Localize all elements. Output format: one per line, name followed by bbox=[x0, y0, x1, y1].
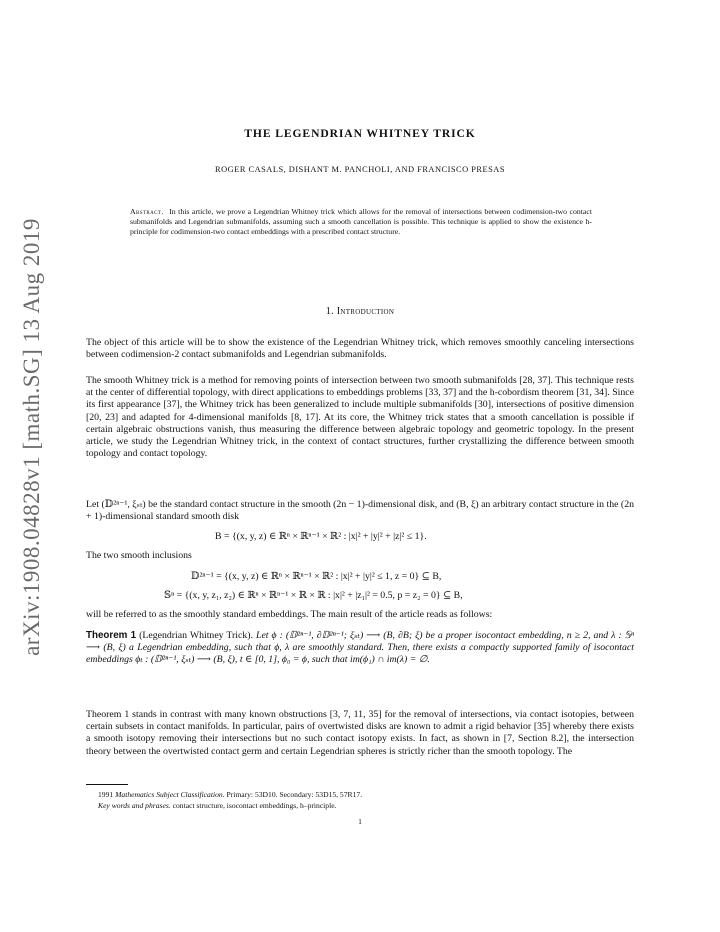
paper-title: THE LEGENDRIAN WHITNEY TRICK bbox=[244, 127, 476, 140]
paragraph-setup bbox=[86, 499, 634, 523]
paragraph-text: Theorem 1 stands in contrast with many known obstructions [3, 7, 11, 35] for the removal of intersections, via contact isotopies, between certain subsets in contact manifolds. In particular, pairs of overtwisted disks are known to admit a rigid behavior [35] whereby there exists a smooth isotopy removing their intersections but no such contact isotopy exists. In fact, as shown in [7, Section 8.2], the intersection theory between the overtwisted contact germ and certain Legendrian spheres is strictly richer than the smooth topology. The bbox=[86, 709, 634, 757]
paragraph-text: The object of this article will be to show the existence of the Legendrian Whitney trick, which removes smoothly canceling intersections between codimension-2 contact submanifolds and Legendrian submanifolds. bbox=[86, 337, 634, 361]
paragraph-whitney-trick bbox=[86, 375, 634, 460]
page-number: 1 bbox=[358, 817, 362, 826]
abstract bbox=[130, 207, 592, 237]
section-number: 1. bbox=[325, 306, 334, 317]
paragraph-text: will be referred to as the smoothly standard embeddings. The main result of the article reads as follows: bbox=[86, 609, 493, 620]
footnote-keywords: Key words and phrases. contact structure, isocontact embeddings, h–principle. bbox=[98, 801, 337, 810]
footnote-rule bbox=[86, 784, 128, 785]
paragraph-text: The smooth Whitney trick is a method for removing points of intersection between two smooth submanifolds [28, 37]. This technique rests at the center of differential topology, with direct applications to embeddings problems [33, 37] and the h-cobordism theorem [31, 34]. Since its first appearance [37], the Whitney trick has been generalized to include multiple submanifolds [30], intersections of positive dimension [20, 23] and adapted for 4-dimensional manifolds [8, 17]. At its core, the Whitney trick states that a smooth cancellation is possible if certain algebraic obstructions vanish, thus measuring the difference between algebraic topology and geometric topology. In the present article, we study the Legendrian Whitney trick, in the context of contact structures, further crystallizing the difference between smooth topology and contact topology. bbox=[86, 375, 634, 460]
theorem-statement: Let ϕ : (𝔻²ⁿ⁻¹, ∂𝔻²ⁿ⁻¹; ξₛₜ) ⟶ (B, ∂B; ξ) be a proper isocontact embedding, n ≥ 2, and λ : 𝕊ⁿ ⟶ (B, ξ) a Legendrian embedding, such that ϕ, λ are smoothly standard. Then, there exists a compactly supported family of isocontact embeddings ϕₜ : (𝔻²ⁿ⁻¹, ξₛₜ) ⟶ (B, ξ), t ∈ [0, 1], ϕ₀ = ϕ, such that im(ϕ₁) ∩ im(λ) = ∅. bbox=[86, 630, 634, 666]
footnote-msc: 1991 Mathematics Subject Classification. Primary: 53D10. Secondary: 53D15, 57R17. bbox=[98, 790, 363, 799]
paragraph-text: The two smooth inclusions bbox=[86, 550, 192, 561]
arxiv-side-stamp bbox=[12, 218, 52, 656]
theorem-label: Theorem 1 bbox=[86, 630, 137, 641]
paragraph-intro bbox=[86, 337, 634, 361]
section-title: Introduction bbox=[336, 306, 395, 317]
abstract-text: In this article, we prove a Legendrian Whitney trick which allows for the removal of intersections between codimension-two contact submanifolds and Legendrian submanifolds, assuming such a smooth cancellation is possible. This technique is applied to show the existence h-principle for codimension-two contact embeddings with a prescribed contact structure. bbox=[130, 207, 593, 236]
equation-B: B = {(x, y, z) ∈ ℝⁿ × ℝⁿ⁻¹ × ℝ² : |x|² + |y|² + |z|² ≤ 1}. bbox=[215, 531, 427, 542]
equation-sphere: 𝕊ⁿ = {(x, y, z₁, z₂) ∈ ℝⁿ × ℝⁿ⁻¹ × ℝ × ℝ : |x|² + |z₁|² = 0.5, p = z₂ = 0} ⊆ B, bbox=[164, 590, 463, 601]
paragraph-main-result bbox=[86, 609, 634, 621]
paragraph-inclusions bbox=[86, 550, 634, 562]
paragraph-contrast bbox=[86, 709, 634, 758]
paragraph-text: Let (𝔻²ⁿ⁻¹, ξₛₜ) be the standard contact structure in the smooth (2n − 1)-dimensional disk, and (B, ξ) an arbitrary contact structure in the (2n + 1)-dimensional standard smooth disk bbox=[86, 499, 634, 523]
abstract-label: Abstract. bbox=[130, 207, 164, 216]
theorem-1 bbox=[86, 630, 634, 667]
theorem-name: (Legendrian Whitney Trick). bbox=[139, 630, 253, 641]
equation-disk: 𝔻²ⁿ⁻¹ = {(x, y, z) ∈ ℝⁿ × ℝⁿ⁻¹ × ℝ² : |x|² + |y|² ≤ 1, z = 0} ⊆ B, bbox=[191, 571, 442, 582]
section-heading bbox=[0, 306, 720, 317]
paper-authors: ROGER CASALS, DISHANT M. PANCHOLI, AND FRANCISCO PRESAS bbox=[215, 165, 505, 174]
arxiv-identifier: arXiv:1908.04828v1 [math.SG] 13 Aug 2019 bbox=[19, 218, 44, 656]
